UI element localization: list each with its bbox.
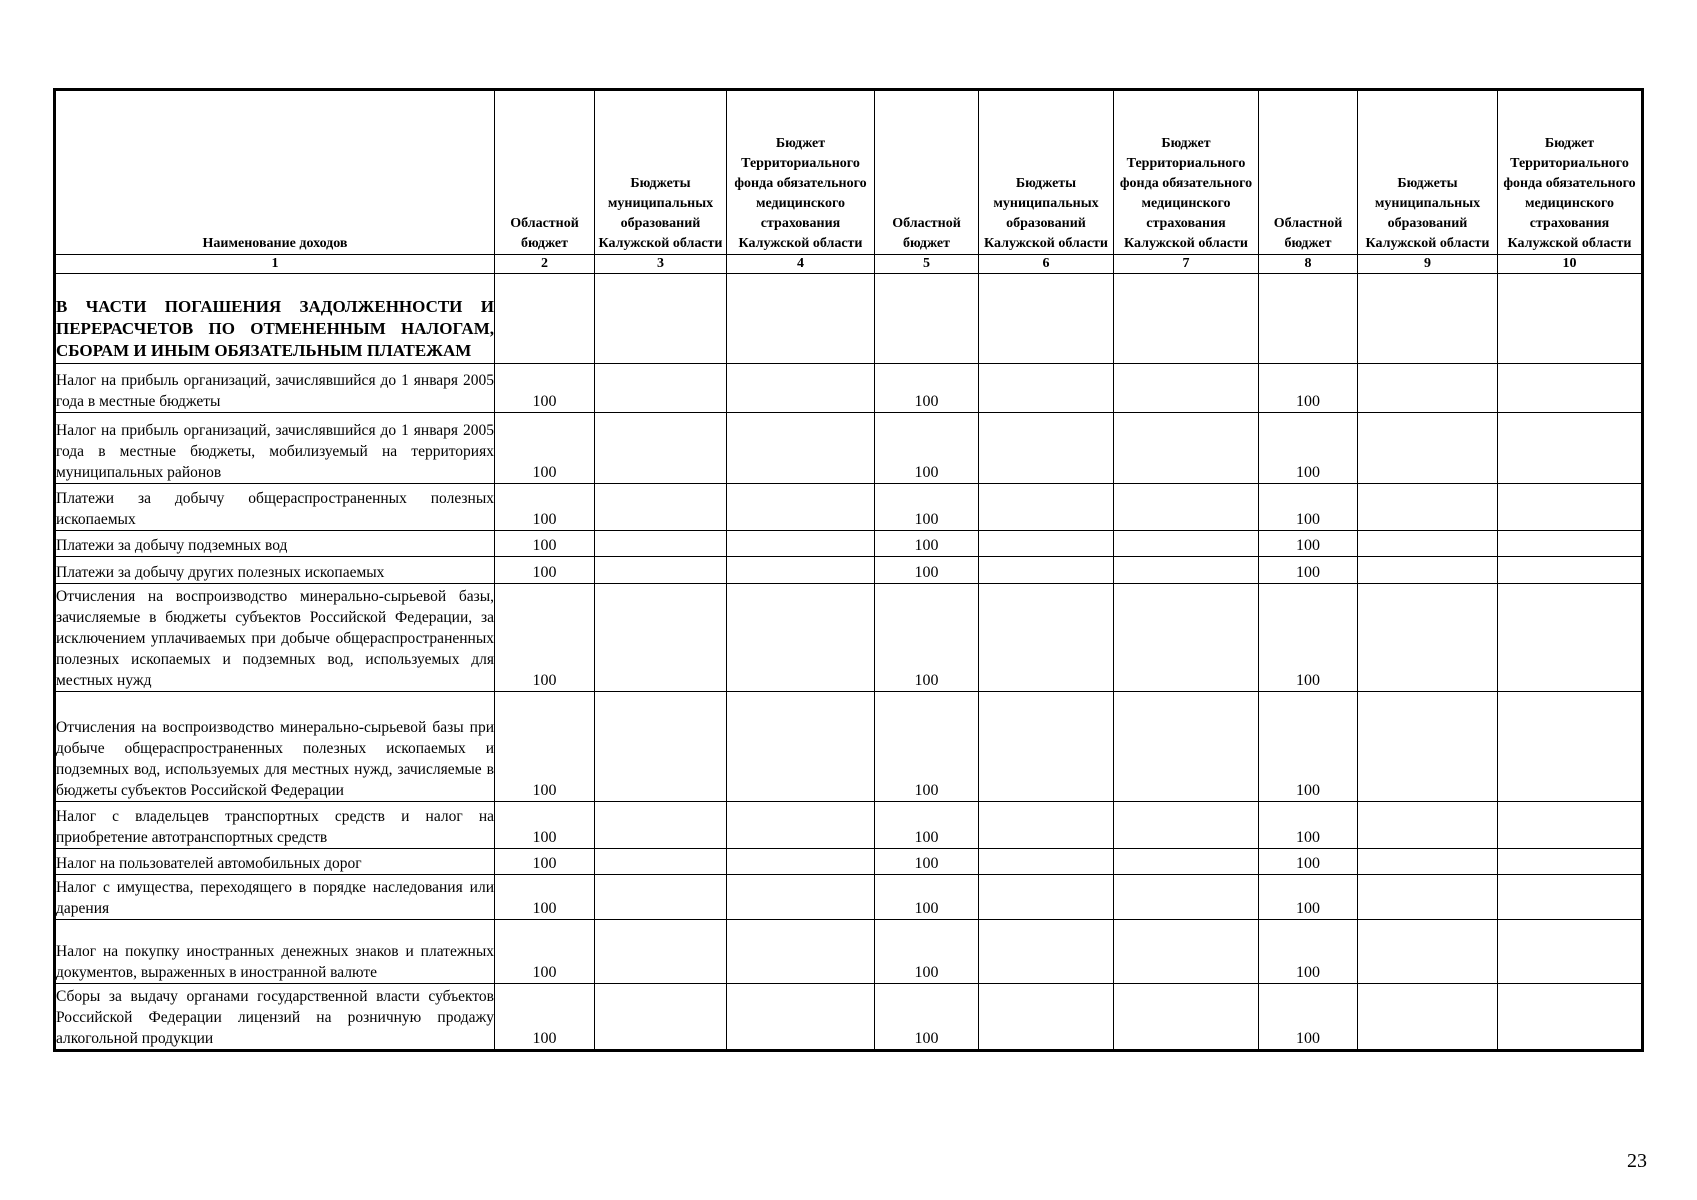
- empty-cell: [595, 875, 727, 920]
- regional-budget-value: 100: [1259, 557, 1358, 584]
- header-cell: Бюджет Территориального фонда обязательного медицинского страхования Калужской области: [1498, 90, 1643, 255]
- regional-budget-value: 100: [1259, 849, 1358, 875]
- regional-budget-value: 100: [495, 364, 595, 413]
- revenue-name: Платежи за добычу других полезных ископаемых: [55, 557, 495, 584]
- empty-cell: [1498, 557, 1643, 584]
- table-row: [55, 557, 1643, 584]
- regional-budget-value: 100: [875, 584, 979, 692]
- section-title: В ЧАСТИ ПОГАШЕНИЯ ЗАДОЛЖЕННОСТИ И ПЕРЕРАСЧЕТОВ ПО ОТМЕНЕННЫМ НАЛОГАМ, СБОРАМ И ИНЫМ ОБЯЗАТЕЛЬНЫМ ПЛАТЕЖАМ: [55, 274, 495, 364]
- empty-cell: [1498, 920, 1643, 984]
- empty-cell: [979, 364, 1114, 413]
- empty-cell: [595, 920, 727, 984]
- table-row: [55, 875, 1643, 920]
- empty-cell: [727, 531, 875, 557]
- empty-cell: [1358, 875, 1498, 920]
- empty-cell: [1114, 920, 1259, 984]
- empty-cell: [727, 692, 875, 802]
- page-number: 23: [1627, 1150, 1647, 1172]
- regional-budget-value: 100: [875, 364, 979, 413]
- regional-budget-value: 100: [875, 875, 979, 920]
- regional-budget-value: 100: [1259, 920, 1358, 984]
- empty-cell: [1114, 584, 1259, 692]
- regional-budget-value: 100: [1259, 875, 1358, 920]
- empty-cell: [1114, 984, 1259, 1051]
- empty-cell: [1358, 984, 1498, 1051]
- empty-cell: [1358, 557, 1498, 584]
- header-cell: Областной бюджет: [875, 90, 979, 255]
- empty-cell: [1114, 364, 1259, 413]
- empty-cell: [727, 875, 875, 920]
- empty-cell: [1358, 274, 1498, 364]
- revenue-name: Налог на прибыль организаций, зачислявшийся до 1 января 2005 года в местные бюджеты: [55, 364, 495, 413]
- table-row: [55, 364, 1643, 413]
- empty-cell: [727, 413, 875, 484]
- empty-cell: [595, 802, 727, 849]
- table-row: [55, 584, 1643, 692]
- empty-cell: [979, 274, 1114, 364]
- table-row: [55, 413, 1643, 484]
- regional-budget-value: 100: [495, 692, 595, 802]
- header-cell: Бюджет Территориального фонда обязательного медицинского страхования Калужской области: [727, 90, 875, 255]
- regional-budget-value: 100: [495, 557, 595, 584]
- empty-cell: [1358, 484, 1498, 531]
- empty-cell: [1498, 364, 1643, 413]
- empty-cell: [595, 413, 727, 484]
- empty-cell: [595, 364, 727, 413]
- table-row: [55, 484, 1643, 531]
- revenue-name: Налог с имущества, переходящего в порядке наследования или дарения: [55, 875, 495, 920]
- header-cell: Бюджеты муниципальных образований Калужской области: [979, 90, 1114, 255]
- regional-budget-value: 100: [1259, 692, 1358, 802]
- regional-budget-value: 100: [495, 920, 595, 984]
- regional-budget-value: 100: [875, 557, 979, 584]
- empty-cell: [1114, 413, 1259, 484]
- empty-cell: [595, 849, 727, 875]
- empty-cell: [1259, 274, 1358, 364]
- regional-budget-value: 100: [875, 802, 979, 849]
- empty-cell: [1358, 849, 1498, 875]
- empty-cell: [595, 274, 727, 364]
- regional-budget-value: 100: [1259, 413, 1358, 484]
- empty-cell: [595, 557, 727, 584]
- column-number: 4: [727, 255, 875, 274]
- regional-budget-value: 100: [1259, 984, 1358, 1051]
- empty-cell: [595, 584, 727, 692]
- regional-budget-value: 100: [875, 484, 979, 531]
- empty-cell: [595, 484, 727, 531]
- column-number: 7: [1114, 255, 1259, 274]
- empty-cell: [495, 274, 595, 364]
- header-cell: Бюджеты муниципальных образований Калужской области: [1358, 90, 1498, 255]
- regional-budget-value: 100: [875, 413, 979, 484]
- header-cell: Бюджеты муниципальных образований Калужской области: [595, 90, 727, 255]
- regional-budget-value: 100: [1259, 364, 1358, 413]
- regional-budget-value: 100: [875, 849, 979, 875]
- empty-cell: [1114, 875, 1259, 920]
- empty-cell: [979, 692, 1114, 802]
- empty-cell: [727, 802, 875, 849]
- empty-cell: [1498, 274, 1643, 364]
- empty-cell: [727, 484, 875, 531]
- section-row: [55, 274, 1643, 364]
- regional-budget-value: 100: [495, 413, 595, 484]
- empty-cell: [727, 584, 875, 692]
- empty-cell: [979, 920, 1114, 984]
- regional-budget-value: 100: [1259, 484, 1358, 531]
- header-cell: Областной бюджет: [495, 90, 595, 255]
- empty-cell: [727, 984, 875, 1051]
- empty-cell: [727, 274, 875, 364]
- regional-budget-value: 100: [495, 484, 595, 531]
- header-cell: Наименование доходов: [55, 90, 495, 255]
- empty-cell: [979, 984, 1114, 1051]
- regional-budget-value: 100: [495, 984, 595, 1051]
- revenue-name: Платежи за добычу общераспространенных полезных ископаемых: [55, 484, 495, 531]
- column-number: 3: [595, 255, 727, 274]
- column-number: 6: [979, 255, 1114, 274]
- revenue-table: [53, 88, 1644, 1052]
- column-number: 10: [1498, 255, 1643, 274]
- empty-cell: [1114, 531, 1259, 557]
- empty-cell: [1358, 802, 1498, 849]
- empty-cell: [595, 531, 727, 557]
- empty-cell: [595, 692, 727, 802]
- revenue-name: Отчисления на воспроизводство минерально-сырьевой базы при добыче общераспространенных полезных ископаемых и подземных вод, используемых для местных нужд, зачисляемые в бюджеты субъектов Российской Федерации: [55, 692, 495, 802]
- empty-cell: [1358, 364, 1498, 413]
- column-number: 1: [55, 255, 495, 274]
- column-number-row: [55, 255, 1643, 274]
- empty-cell: [1114, 274, 1259, 364]
- revenue-name: Налог с владельцев транспортных средств и налог на приобретение автотранспортных средств: [55, 802, 495, 849]
- table-row: [55, 849, 1643, 875]
- regional-budget-value: 100: [495, 802, 595, 849]
- empty-cell: [979, 584, 1114, 692]
- empty-cell: [1498, 692, 1643, 802]
- regional-budget-value: 100: [495, 584, 595, 692]
- empty-cell: [1498, 984, 1643, 1051]
- empty-cell: [979, 802, 1114, 849]
- column-number: 8: [1259, 255, 1358, 274]
- empty-cell: [979, 875, 1114, 920]
- empty-cell: [1358, 413, 1498, 484]
- revenue-name: Отчисления на воспроизводство минерально-сырьевой базы, зачисляемые в бюджеты субъектов Российской Федерации, за исключением уплачиваемых при добыче общераспространенных полезных ископаемых и подземных вод, используемых для местных нужд: [55, 584, 495, 692]
- regional-budget-value: 100: [875, 920, 979, 984]
- revenue-name: Налог на покупку иностранных денежных знаков и платежных документов, выраженных в иностранной валюте: [55, 920, 495, 984]
- regional-budget-value: 100: [495, 531, 595, 557]
- table-row: [55, 531, 1643, 557]
- regional-budget-value: 100: [875, 531, 979, 557]
- regional-budget-value: 100: [875, 984, 979, 1051]
- empty-cell: [1498, 849, 1643, 875]
- empty-cell: [1114, 802, 1259, 849]
- empty-cell: [1358, 584, 1498, 692]
- column-number: 2: [495, 255, 595, 274]
- empty-cell: [1498, 531, 1643, 557]
- column-number: 9: [1358, 255, 1498, 274]
- empty-cell: [979, 413, 1114, 484]
- empty-cell: [1114, 557, 1259, 584]
- empty-cell: [1114, 692, 1259, 802]
- empty-cell: [1498, 413, 1643, 484]
- empty-cell: [1498, 802, 1643, 849]
- revenue-name: Платежи за добычу подземных вод: [55, 531, 495, 557]
- table-row: [55, 692, 1643, 802]
- table-row: [55, 802, 1643, 849]
- revenue-name: Налог на пользователей автомобильных дорог: [55, 849, 495, 875]
- empty-cell: [1498, 584, 1643, 692]
- regional-budget-value: 100: [495, 849, 595, 875]
- column-number: 5: [875, 255, 979, 274]
- empty-cell: [1114, 484, 1259, 531]
- regional-budget-value: 100: [875, 692, 979, 802]
- empty-cell: [1114, 849, 1259, 875]
- empty-cell: [979, 849, 1114, 875]
- empty-cell: [1358, 920, 1498, 984]
- empty-cell: [1498, 484, 1643, 531]
- table-row: [55, 984, 1643, 1051]
- empty-cell: [727, 849, 875, 875]
- regional-budget-value: 100: [1259, 584, 1358, 692]
- empty-cell: [595, 984, 727, 1051]
- empty-cell: [727, 920, 875, 984]
- header-cell: Областной бюджет: [1259, 90, 1358, 255]
- empty-cell: [1358, 531, 1498, 557]
- table-row: [55, 920, 1643, 984]
- empty-cell: [727, 557, 875, 584]
- regional-budget-value: 100: [1259, 531, 1358, 557]
- regional-budget-value: 100: [495, 875, 595, 920]
- empty-cell: [1498, 875, 1643, 920]
- empty-cell: [727, 364, 875, 413]
- revenue-name: Сборы за выдачу органами государственной власти субъектов Российской Федерации лицензий на розничную продажу алкогольной продукции: [55, 984, 495, 1051]
- header-row: [55, 90, 1643, 255]
- revenue-name: Налог на прибыль организаций, зачислявшийся до 1 января 2005 года в местные бюджеты, мобилизуемый на территориях муниципальных районов: [55, 413, 495, 484]
- empty-cell: [875, 274, 979, 364]
- regional-budget-value: 100: [1259, 802, 1358, 849]
- header-cell: Бюджет Территориального фонда обязательного медицинского страхования Калужской области: [1114, 90, 1259, 255]
- empty-cell: [979, 557, 1114, 584]
- empty-cell: [1358, 692, 1498, 802]
- empty-cell: [979, 531, 1114, 557]
- empty-cell: [979, 484, 1114, 531]
